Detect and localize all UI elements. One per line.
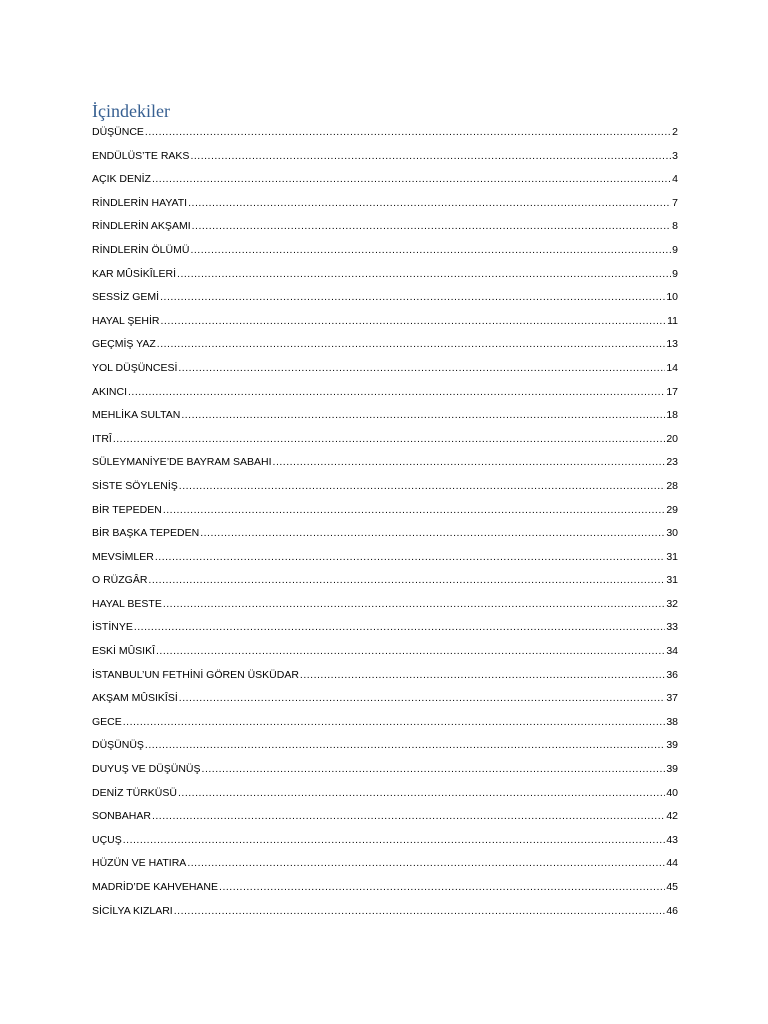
toc-dot-leader — [178, 782, 665, 806]
toc-entry-title: SÜLEYMANİYE’DE BAYRAM SABAHI — [92, 456, 272, 469]
toc-entry[interactable] — [92, 616, 678, 640]
toc-entry-title: DÜŞÜNÜŞ — [92, 739, 144, 752]
toc-entry-page-number: 31 — [666, 550, 678, 563]
toc-entry-title: DÜŞÜNCE — [92, 126, 144, 138]
toc-entry-title: RİNDLERİN AKŞAMI — [92, 220, 191, 233]
toc-dot-leader — [190, 239, 671, 263]
toc-entry-title: BİR TEPEDEN — [92, 503, 162, 516]
toc-entry-title: HAYAL BESTE — [92, 597, 162, 610]
toc-entry[interactable] — [92, 145, 678, 169]
toc-entry-title: AKINCI — [92, 385, 128, 398]
toc-entry[interactable] — [92, 404, 678, 428]
toc-dot-leader — [177, 263, 671, 287]
toc-entry[interactable] — [92, 876, 678, 900]
toc-entry-title: ENDÜLÜS’TE RAKS — [92, 149, 190, 162]
toc-entry-title: KAR MÛSİKÎLERİ — [92, 267, 177, 280]
toc-dot-leader — [123, 829, 666, 853]
toc-entry-page-number: 28 — [666, 479, 678, 492]
toc-entry[interactable] — [92, 852, 678, 876]
toc-dot-leader — [160, 286, 665, 310]
toc-heading: İçindekiler — [92, 101, 170, 121]
toc-entry-title: HÜZÜN VE HATIRA — [92, 857, 187, 870]
toc-entry-title: MADRİD’DE KAHVEHANE — [92, 881, 219, 893]
toc-dot-leader — [157, 333, 666, 357]
toc-entry-page-number: 9 — [672, 267, 678, 280]
toc-dot-leader — [179, 475, 666, 499]
toc-entry[interactable] — [92, 215, 678, 239]
toc-entry-page-number: 43 — [666, 833, 678, 846]
toc-entry-page-number: 32 — [666, 597, 678, 610]
toc-entry-page-number: 42 — [666, 810, 678, 823]
toc-dot-leader — [178, 357, 665, 381]
toc-entry-title: DENİZ TÜRKÜSÜ — [92, 786, 177, 799]
toc-entry-page-number: 20 — [666, 432, 678, 445]
toc-entry-title: O RÜZGÂR — [92, 574, 148, 587]
toc-entry-page-number: 38 — [666, 715, 678, 728]
toc-entry-page-number: 40 — [666, 786, 678, 799]
toc-entry-page-number: 3 — [672, 149, 678, 162]
toc-dot-leader — [179, 687, 666, 711]
toc-dot-leader — [155, 546, 665, 570]
toc-dot-leader — [163, 499, 665, 523]
toc-entry-title: İSTİNYE — [92, 621, 133, 634]
toc-entry-page-number: 8 — [672, 220, 678, 233]
toc-entry[interactable] — [92, 428, 678, 452]
toc-entry-title: ITRÎ — [92, 432, 112, 445]
toc-entry[interactable] — [92, 121, 678, 145]
toc-entry-page-number: 14 — [666, 361, 678, 374]
toc-dot-leader — [152, 168, 671, 192]
toc-entry-page-number: 11 — [667, 314, 678, 327]
toc-entry[interactable] — [92, 168, 678, 192]
toc-dot-leader — [128, 381, 665, 405]
toc-entry[interactable] — [92, 711, 678, 735]
toc-dot-leader — [161, 310, 667, 334]
toc-entry-title: GECE — [92, 715, 122, 728]
toc-entry-page-number: 33 — [666, 621, 678, 634]
toc-dot-leader — [202, 758, 666, 782]
toc-entry-title: SİSTE SÖYLENİŞ — [92, 479, 178, 492]
toc-entry[interactable] — [92, 593, 678, 617]
toc-entry[interactable] — [92, 310, 678, 334]
toc-entry[interactable] — [92, 687, 678, 711]
toc-entry-title: BİR BAŞKA TEPEDEN — [92, 527, 200, 540]
toc-dot-leader — [181, 404, 665, 428]
toc-entry-page-number: 30 — [666, 527, 678, 540]
toc-entry-title: HAYAL ŞEHİR — [92, 314, 160, 327]
toc-entry[interactable] — [92, 640, 678, 664]
toc-entry[interactable] — [92, 286, 678, 310]
toc-entry-page-number: 45 — [666, 881, 678, 893]
toc-entry[interactable] — [92, 263, 678, 287]
toc-entry-page-number: 37 — [666, 692, 678, 705]
toc-entry-page-number: 39 — [666, 739, 678, 752]
toc-entry-page-number: 44 — [666, 857, 678, 870]
toc-entry-page-number: 34 — [666, 645, 678, 658]
toc-entry-title: İSTANBUL’UN FETHİNİ GÖREN ÜSKÜDAR — [92, 668, 299, 681]
toc-entry[interactable] — [92, 499, 678, 523]
toc-entry-title: SESSİZ GEMİ — [92, 291, 160, 304]
toc-entry[interactable] — [92, 239, 678, 263]
toc-dot-leader — [219, 876, 665, 900]
toc-entry[interactable] — [92, 758, 678, 782]
toc-dot-leader — [152, 805, 665, 829]
toc-entry-page-number: 10 — [666, 291, 678, 304]
toc-dot-leader — [192, 215, 672, 239]
toc-entry-page-number: 4 — [672, 173, 678, 186]
toc-entry[interactable] — [92, 805, 678, 829]
toc-entry[interactable] — [92, 829, 678, 853]
toc-dot-leader — [273, 451, 666, 475]
toc-list — [92, 121, 678, 923]
toc-entry[interactable] — [92, 357, 678, 381]
toc-entry-page-number: 29 — [666, 503, 678, 516]
toc-dot-leader — [188, 192, 671, 216]
toc-dot-leader — [145, 734, 665, 758]
toc-dot-leader — [187, 852, 665, 876]
toc-entry-title: UÇUŞ — [92, 833, 122, 846]
toc-dot-leader — [300, 664, 665, 688]
toc-entry-title: MEVSİMLER — [92, 550, 154, 563]
toc-entry-title: SONBAHAR — [92, 810, 151, 823]
toc-entry-title: AKŞAM MÛSIKÎSİ — [92, 692, 178, 705]
toc-entry-page-number: 9 — [672, 243, 678, 256]
toc-entry[interactable] — [92, 333, 678, 357]
toc-entry-page-number: 18 — [666, 409, 678, 422]
toc-entry-title: SİCİLYA KIZLARI — [92, 904, 173, 917]
toc-entry[interactable] — [92, 782, 678, 806]
toc-dot-leader — [200, 522, 665, 546]
toc-entry-page-number: 36 — [666, 668, 678, 681]
toc-entry-page-number: 46 — [666, 904, 678, 917]
toc-entry[interactable] — [92, 734, 678, 758]
toc-entry[interactable] — [92, 192, 678, 216]
toc-entry-title: GEÇMİŞ YAZ — [92, 338, 156, 351]
toc-entry[interactable] — [92, 522, 678, 546]
toc-entry-title: MEHLİKA SULTAN — [92, 409, 181, 422]
toc-dot-leader — [145, 121, 671, 145]
toc-dot-leader — [113, 428, 665, 452]
toc-entry-title: AÇIK DENİZ — [92, 173, 151, 186]
toc-entry-title: YOL DÜŞÜNCESİ — [92, 361, 178, 374]
toc-dot-leader — [163, 593, 665, 617]
toc-entry-page-number: 39 — [666, 763, 678, 776]
toc-dot-leader — [190, 145, 671, 169]
toc-entry[interactable] — [92, 664, 678, 688]
toc-entry-title: ESKİ MÛSIKÎ — [92, 645, 156, 658]
toc-dot-leader — [156, 640, 665, 664]
toc-entry-page-number: 23 — [666, 456, 678, 469]
toc-entry[interactable] — [92, 900, 678, 924]
toc-dot-leader — [123, 711, 666, 735]
toc-entry-page-number: 7 — [672, 196, 678, 209]
toc-entry[interactable] — [92, 569, 678, 593]
toc-dot-leader — [148, 569, 665, 593]
toc-entry-page-number: 17 — [666, 385, 678, 398]
toc-entry-title: RİNDLERİN ÖLÜMÜ — [92, 243, 190, 256]
toc-entry-page-number: 31 — [666, 574, 678, 587]
toc-entry-page-number: 13 — [666, 338, 678, 351]
toc-entry[interactable] — [92, 381, 678, 405]
toc-entry-page-number: 2 — [672, 126, 678, 138]
toc-entry-title: RİNDLERİN HAYATI — [92, 196, 188, 209]
toc-entry[interactable] — [92, 451, 678, 475]
toc-entry[interactable] — [92, 475, 678, 499]
toc-entry[interactable] — [92, 546, 678, 570]
toc-dot-leader — [174, 900, 666, 924]
toc-entry-title: DUYUŞ VE DÜŞÜNÜŞ — [92, 763, 201, 776]
toc-dot-leader — [134, 616, 665, 640]
